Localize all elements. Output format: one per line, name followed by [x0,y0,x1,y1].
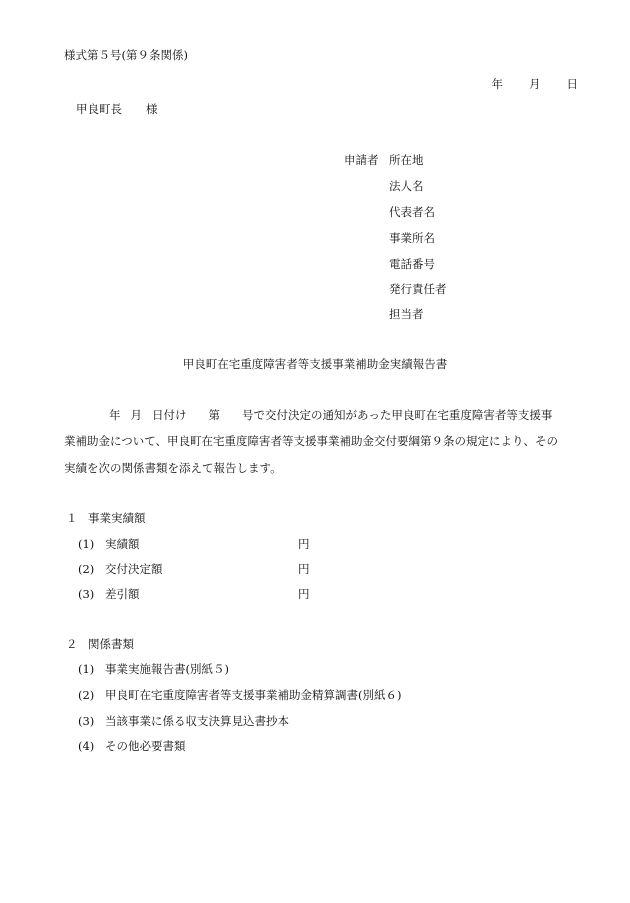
applicant-field-office: 事業所名 [389,231,435,245]
section-1-number: １ [66,511,78,525]
body-line-1 [109,410,552,422]
applicant-field-corporation: 法人名 [389,179,424,193]
addressee-name: 甲良町長 [76,102,122,116]
date-month: 月 [529,77,541,91]
applicant-field-phone: 電話番号 [389,257,435,271]
date-line [492,79,579,91]
applicant-field-address: 所在地 [389,153,424,167]
section-1-label: 事業実績額 [88,511,146,525]
date-day: 日 [566,77,578,91]
section-1-title [66,513,146,525]
section-1-item-1-unit: 円 [298,537,310,551]
section-2-item-4: (4) その他必要書類 [78,739,186,753]
document-title: 甲良町在宅重度障害者等支援事業補助金実績報告書 [182,357,448,371]
addressee [76,104,158,116]
section-2-number: ２ [66,637,78,651]
body-year: 年 [109,408,121,422]
section-1-item-3-unit: 円 [298,587,310,601]
body-line-2: 業補助金について、甲良町在宅重度障害者等支援事業補助金交付要綱第９条の規定により、その [64,434,559,448]
addressee-honorific: 様 [146,102,158,116]
applicant-field-representative: 代表者名 [389,205,435,219]
section-2-title [66,639,134,651]
applicant-field-contact: 担当者 [389,307,424,321]
date-year: 年 [491,77,503,91]
body-month: 月 [130,408,142,422]
section-2-label: 関係書類 [88,637,134,651]
body-line-1-rest: 号で交付決定の通知があった甲良町在宅重度障害者等支援事 [242,408,553,422]
form-number: 様式第５号(第９条関係) [64,48,188,62]
section-1-item-2: (2) 交付決定額 [78,562,163,576]
section-2-item-3: (3) 当該事業に係る収支決算見込書抄本 [78,714,289,728]
body-dai: 第 [208,408,220,422]
applicant-field-issuer: 発行責任者 [389,282,447,296]
section-1-item-2-unit: 円 [298,562,310,576]
applicant-label: 申請者 [344,153,379,167]
section-1-item-1: (1) 実績額 [78,537,140,551]
section-1-item-3: (3) 差引額 [78,587,140,601]
body-line-3: 実績を次の関係書類を添えて報告します。 [64,461,282,475]
section-2-item-1: (1) 事業実施報告書(別紙５) [78,662,229,676]
body-day-suffix: 日付け [152,408,187,422]
section-2-item-2: (2) 甲良町在宅重度障害者等支援事業補助金精算調書(別紙６) [78,688,402,702]
